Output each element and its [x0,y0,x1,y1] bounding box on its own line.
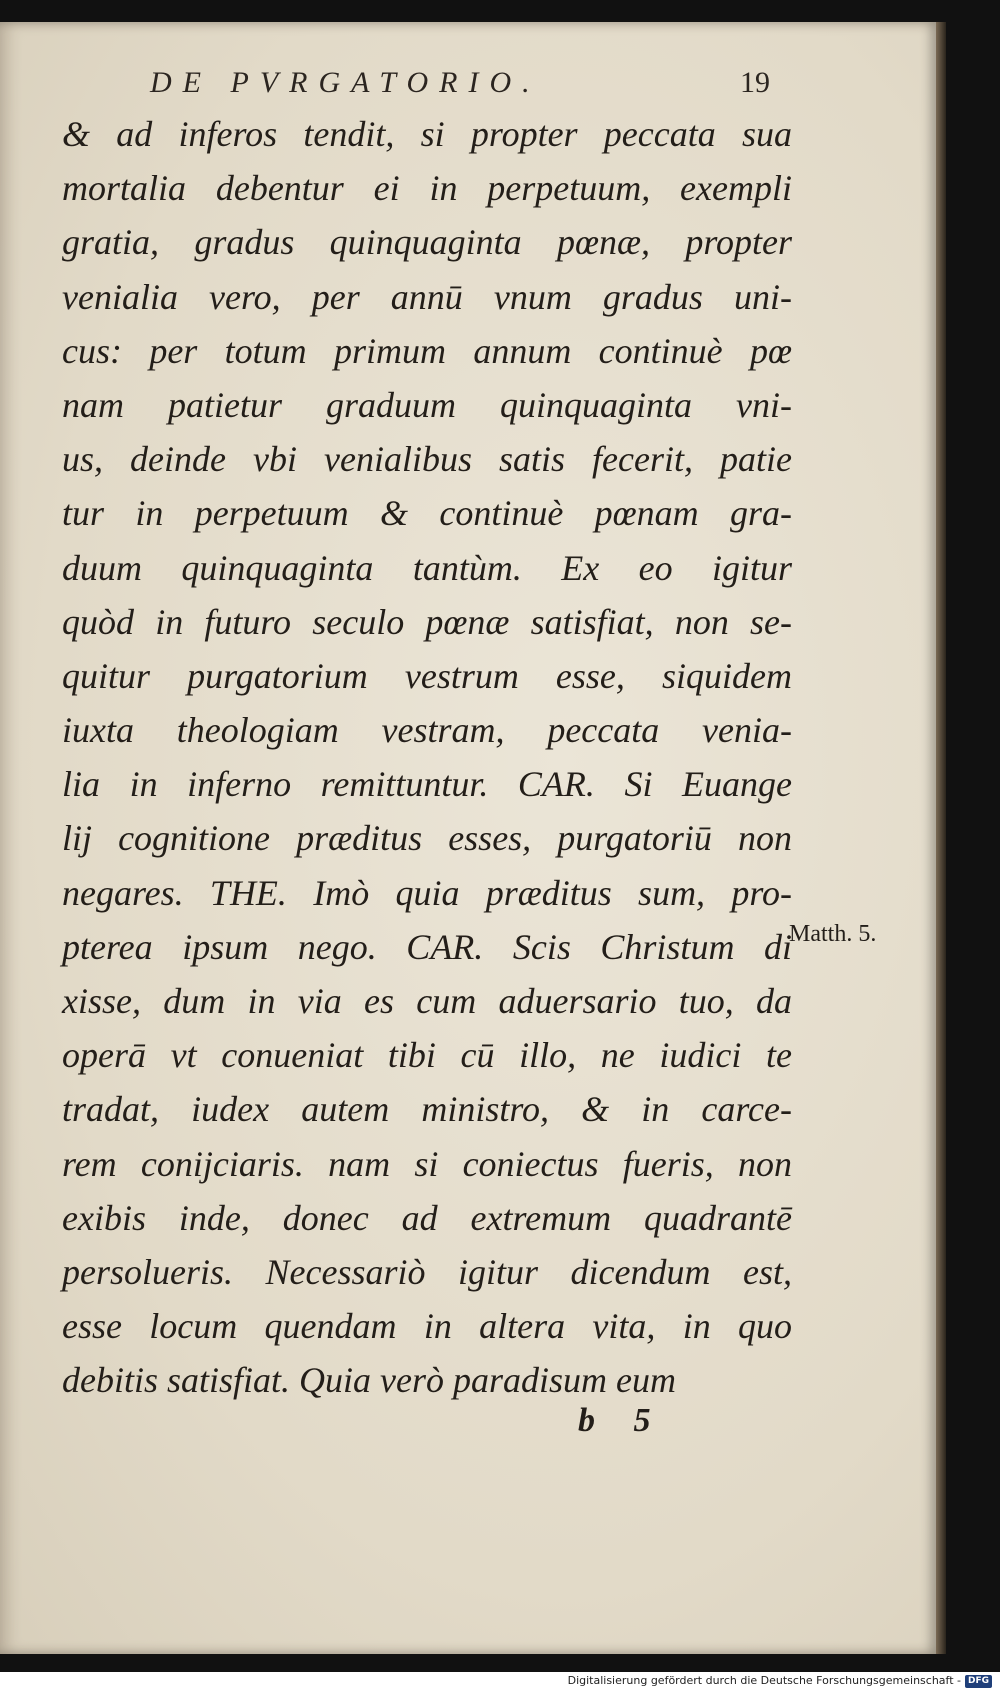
text-line: tradat, iudex autem ministro, & in carce- [62,1089,792,1130]
text-line: & ad inferos tendit, si propter peccata sua [62,114,792,154]
text-line: duum quinquaginta tantùm. Ex eo igitur [62,547,792,588]
text-line: esse locum quendam in altera vita, in quo [62,1306,792,1347]
text-line: exibis inde, donec ad extremum quadrantē [62,1197,792,1238]
marginal-reference: Matth. 5. [789,921,877,947]
text-line: xisse, dum in via es cum aduersario tuo, da [62,981,792,1021]
body-text [62,107,792,1408]
credit-text: Digitalisierung gefördert durch die Deutsche Forschungsgemeinschaft - [567,1674,961,1687]
text-line: operā vt conueniat tibi cū illo, ne iudici te [62,1035,792,1076]
text-line: venialia vero, per annū vnum gradus uni- [62,276,792,317]
text-line: quòd in futuro seculo pœnæ satisfiat, non se- [62,601,792,642]
signature-mark: b 5 [578,1402,651,1439]
page-edge [936,22,946,1654]
text-line: mortalia debentur ei in perpetuum, exempli [62,168,792,209]
text-line: nam patietur graduum quinquaginta vni- [62,384,792,425]
text-line: lij cognitione præditus esses, purgatoriū non [62,818,792,859]
text-line: lia in inferno remittuntur. CAR. Si Euange [62,764,792,805]
text-line: us, deinde vbi venialibus satis fecerit, patie [62,439,792,480]
text-line: tur in perpetuum & continuè pœnam gra- [62,493,792,534]
running-title: DE PVRGATORIO. [150,66,541,99]
text-line: quitur purgatorium vestrum esse, siquidem [62,655,792,696]
page-number: 19 [740,66,770,99]
text-line: iuxta theologiam vestram, peccata venia- [62,710,792,751]
text-line: debitis satisfiat. Quia verò paradisum eum [62,1360,676,1401]
text-line: cus: per totum primum annum continuè pœ [62,330,792,371]
text-line: pterea ipsum nego. CAR. Scis Christum di [62,926,792,967]
text-line: negares. THE. Imò quia præditus sum, pro- [62,872,792,913]
text-line: rem conijciaris. nam si coniectus fueris, non [62,1143,792,1184]
dfg-logo: DFG [965,1675,992,1688]
text-line: persolueris. Necessariò igitur dicendum est, [62,1251,792,1292]
text-line: gratia, gradus quinquaginta pœnæ, propter [62,222,792,263]
digitization-credit [0,1672,992,1690]
